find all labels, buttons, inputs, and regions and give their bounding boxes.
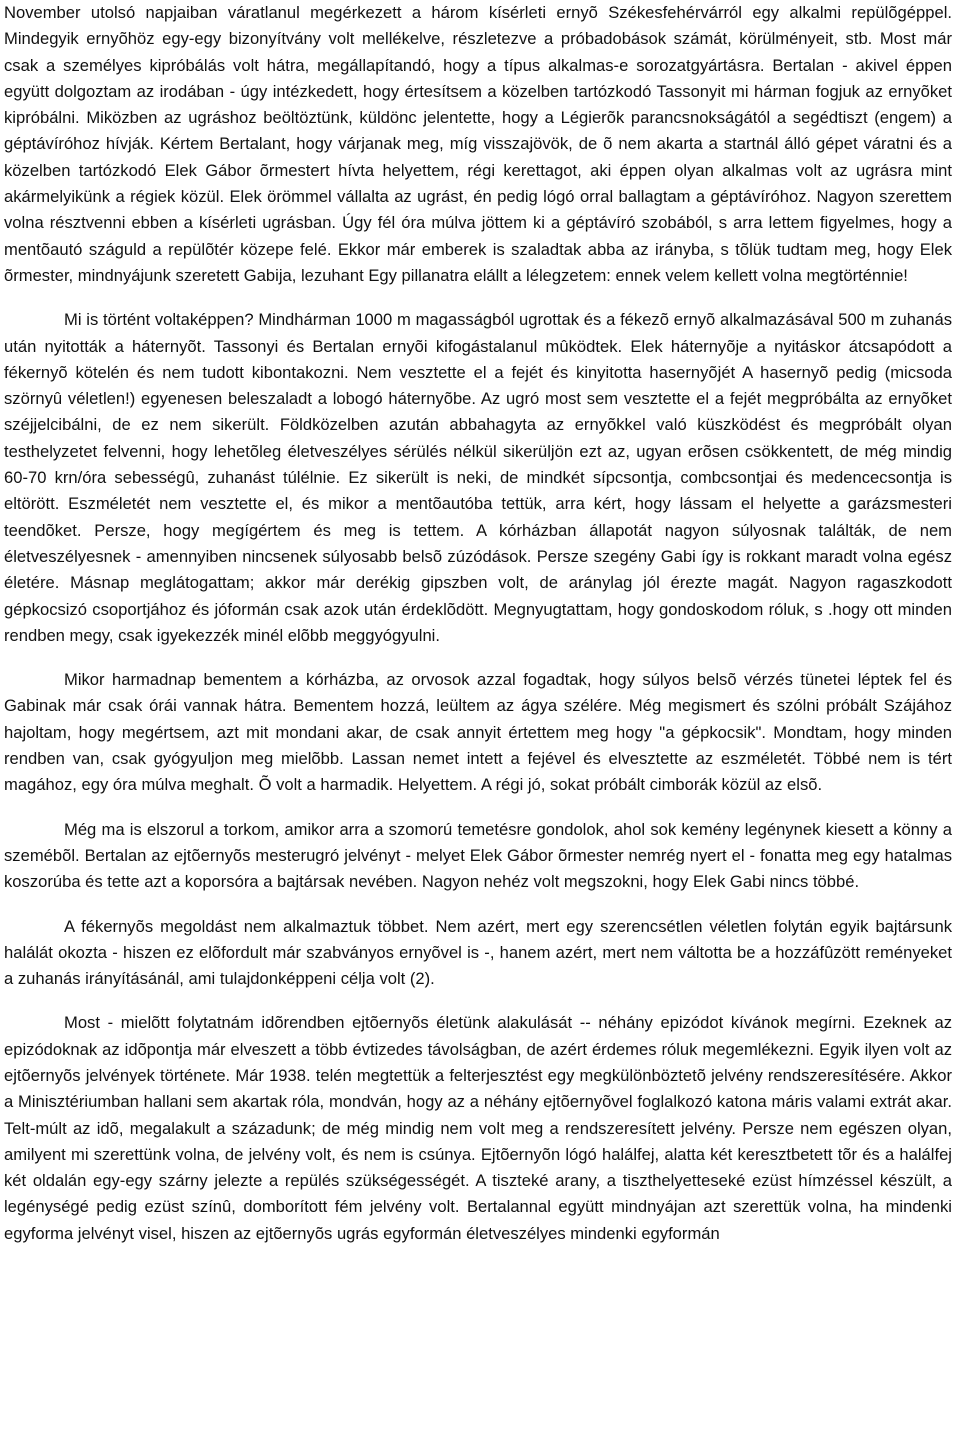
paragraph-5: A fékernyõs megoldást nem alkalmaztuk többet. Nem azért, mert egy szerencsétlen véletlen folytán egyik bajtársunk halálát okozta - hiszen ez elõfordult már szabványos ernyõvel is -, hanem azért, mert nem váltotta be a hozzáfûzött reményeket a zuhanás irányításánál, ami tulajdonképpeni célja volt (2).: [4, 916, 952, 989]
paragraph-4: Még ma is elszorul a torkom, amikor arra a szomorú temetésre gondolok, ahol sok kemény legénynek kiesett a könny a szemébõl. Bertalan az ejtõernyõs mesterugró jelvényt - melyet Elek Gábor õrmester nemrég nyert el - fonatta meg egy hatalmas koszorúba és tette azt a koporsóra a bajtársak nevében. Nagyon nehéz volt megszokni, hogy Elek Gabi nincs többé.: [4, 819, 952, 892]
paragraph-3: Mikor harmadnap bementem a kórházba, az orvosok azzal fogadtak, hogy súlyos belsõ vérzés tünetei léptek fel és Gabinak már csak órái vannak hátra. Bementem hozzá, leültem az ágya szélére. Még megismert és szólni próbált Szájához hajoltam, hogy megértsem, azt mit mondani akar, de csak annyit értettem meg hogy "a gépkocsik". Mondtam, hogy minden rendben van, csak gyógyuljon meg mielõbb. Lassan nemet intett a fejével és elvesztette az eszméletét. Többé nem is tért magához, egy óra múlva meghalt. Õ volt a harmadik. Helyettem. A régi jó, sokat próbált cimborák közül az elsõ.: [4, 670, 952, 795]
paragraph-gap: [4, 896, 952, 914]
paragraph-gap: [4, 992, 952, 1010]
document-page: [4, 0, 952, 1247]
paragraph-gap: [4, 649, 952, 667]
paragraph-1: November utolsó napjaiban váratlanul megérkezett a három kísérleti ernyõ Székesfehérvárról egy alkalmi repülõgéppel. Mindegyik ernyõhöz egy-egy bizonyítvány volt mellékelve, részletezve a próbadobások számát, körülményeit, stb. Most már csak a személyes kipróbálás volt hátra, megállapítandó, hogy a típus alkalmas-e sorozatgyártásra. Bertalan - akivel éppen együtt dolgoztam az irodában - úgy intézkedett, hogy értesítsem a közelben tartózkodó Tassonyit mi hárman fogjuk az ernyõket kipróbálni. Miközben az ugráshoz beöltöztünk, küldönc jelentette, hogy a Légierõk parancsnokságától a segédtiszt (engem) a géptávíróhoz hívják. Kértem Bertalant, hogy várjanak meg, míg visszajövök, de õ nem akarta a startnál álló gépet váratni és a közelben tartózkodó Elek Gábor õrmestert hívta helyettem, régi kerettagot, aki éppen olyan alkalmas volt az ugrásra mint akármelyikünk a régiek közül. Elek örömmel vállalta az ugrást, én pedig lógó orral ballagtam a géptávíróhoz. Nagyon szerettem volna résztvenni ebben a kísérleti ugrásban. Úgy fél óra múlva jöttem ki a géptávíró szobából, s arra lettem figyelmes, hogy a mentõautó száguld a repülõtér közepe felé. Ekkor már emberek is szaladtak abba az irányba, s tõlük tudtam meg, hogy Elek õrmester, mindnyájunk szeretett Gabija, lezuhant Egy pillanatra elállt a lélegzetem: ennek velem kellett volna megtörténnie!: [4, 3, 952, 285]
paragraph-gap: [4, 799, 952, 817]
paragraph-6: Most - mielõtt folytatnám idõrendben ejtõernyõs életünk alakulását -- néhány epizódot kívánok megírni. Ezeknek az epizódoknak az idõpontja már elveszett a több évtizedes távolságban, de azért érdemes róluk megemlékezni. Egyik ilyen volt az ejtõernyõs jelvények története. Már 1938. telén megtettük a felterjesztést egy megkülönböztetõ jelvény rendszeresítésére. Akkor a Minisztériumban hallani sem akartak róla, mondván, hogy az a néhány ejtõernyõvel foglalkozó katona máris valami extrát akar. Telt-múlt az idõ, megalakult a századunk; de még mindig nem volt meg a rendszeresített jelvény. Persze nem egészen olyan, amilyent mi szerettünk volna, de jelvény volt, és nem is csúnya. Ejtõernyõn lógó halálfej, alatta két keresztbetett tõr és a halálfej két oldalán egy-egy szárny jelezte a repülés szükségességét. A tiszteké arany, a tiszthelyetteseké ezüst hímzéssel készült, a legénységé pedig ezüst színû, domborított fém jelvény volt. Bertalannal együtt mindnyájan azt szerettük volna, ha mindenki egyforma jelvényt visel, hiszen az ejtõernyõs ugrás egyformán életveszélyes mindenki egyformán: [4, 1013, 952, 1243]
paragraph-gap: [4, 289, 952, 307]
paragraph-2: Mi is történt voltaképpen? Mindhárman 1000 m magasságból ugrottak és a fékezõ ernyõ alkalmazásával 500 m zuhanás után nyitották a háternyõt. Tassonyi és Bertalan ernyõi kifogástalanul mûködtek. Elek háternyõje a nyitáskor átcsapódott a fékernyõ kötelén és nem tudott kibontakozni. Nem vesztette el a fejét és kinyitotta hasernyõjét A hasernyõ pedig (micsoda szörnyû véletlen!) egyenesen beleszaladt a lobogó háternyõbe. Az ugró most sem vesztette el a fejét megpróbálta az ernyõket széjjelcibálni, de ez nem sikerült. Földközelben azután abbahagyta az ernyõkkel való küszködést és megpróbált olyan testhelyzetet felvenni, hogy lehetõleg életveszélyes sérülés nélkül sikerüljön ezt az, ugyan erõsen csökkentett, de még mindig 60-70 krn/óra sebességû, zuhanást túlélnie. Ez sikerült is neki, de mindkét sípcsontja, combcsontjai és medencecsontja is eltörött. Eszméletét nem vesztette el, és mikor a mentõautóba tettük, arra kért, hogy lássam el helyette a garázsmesteri teendõket. Persze, hogy megígértem és meg is tettem. A kórházban állapotát nagyon súlyosnak találták, de nem életveszélyesnek - amennyiben nincsenek súlyosabb belsõ zúzódások. Persze szegény Gabi így is rokkant maradt volna egész életére. Másnap meglátogattam; akkor már derékig gipszben volt, de aránylag jól érezte magát. Nagyon ragaszkodott gépkocsizó csoportjához és jóformán csak azok után érdeklõdött. Megnyugtattam, hogy gondoskodom róluk, s .hogy ott minden rendben megy, csak igyekezzék minél elõbb meggyógyulni.: [4, 310, 952, 645]
